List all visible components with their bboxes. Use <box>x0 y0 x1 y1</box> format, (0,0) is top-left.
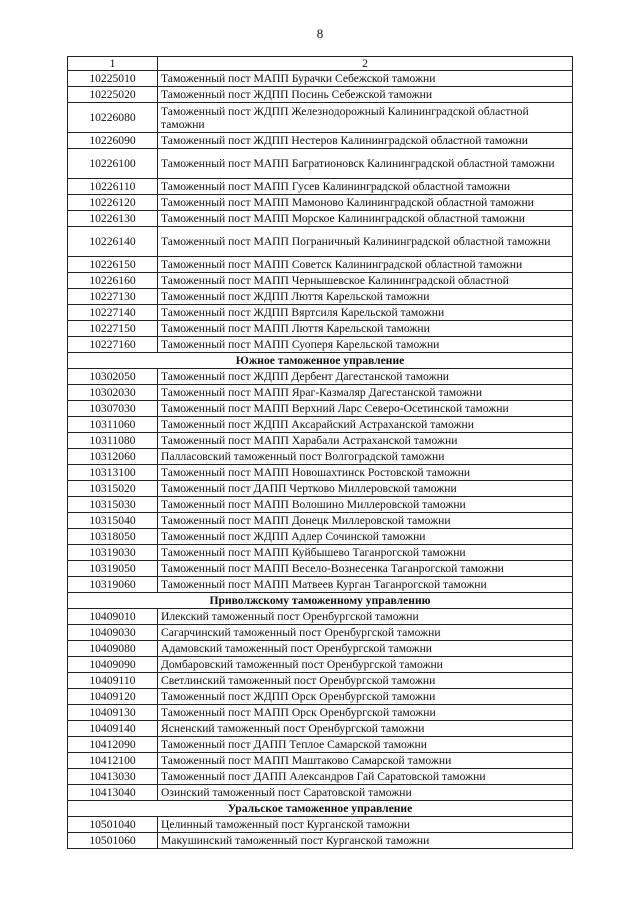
post-name: Таможенный пост МАПП Багратионовск Калининградской областной таможни <box>158 149 573 179</box>
post-name: Таможенный пост МАПП Весело-Вознесенка Таганрогской таможни <box>158 561 573 577</box>
post-code: 10319030 <box>68 545 158 561</box>
post-name: Таможенный пост МАПП Пограничный Калининградской областной таможни <box>158 227 573 257</box>
post-name: Светлинский таможенный пост Оренбургской таможни <box>158 673 573 689</box>
table-row <box>68 337 573 353</box>
post-name: Таможенный пост МАПП Верхний Ларс Северо-Осетинской таможни <box>158 401 573 417</box>
post-code: 10226160 <box>68 273 158 289</box>
post-code: 10311060 <box>68 417 158 433</box>
post-name: Таможенный пост ДАПП Чертково Миллеровской таможни <box>158 481 573 497</box>
post-code: 10226120 <box>68 195 158 211</box>
post-name: Таможенный пост ЖДПП Посинь Себежской таможни <box>158 87 573 103</box>
post-name: Озинский таможенный пост Саратовской таможни <box>158 785 573 801</box>
post-code: 10409110 <box>68 673 158 689</box>
post-name: Таможенный пост ЖДПП Орск Оренбургской таможни <box>158 689 573 705</box>
post-name: Таможенный пост ЖДПП Нестеров Калининградской областной таможни <box>158 133 573 149</box>
table-row <box>68 417 573 433</box>
table-row <box>68 609 573 625</box>
post-code: 10409090 <box>68 657 158 673</box>
post-code: 10226090 <box>68 133 158 149</box>
post-name: Таможенный пост ЖДПП Люття Карельской таможни <box>158 289 573 305</box>
post-name: Таможенный пост МАПП Волошино Миллеровской таможни <box>158 497 573 513</box>
post-code: 10225010 <box>68 71 158 87</box>
section-header-row <box>68 353 573 369</box>
table-row <box>68 721 573 737</box>
post-code: 10226140 <box>68 227 158 257</box>
table-header-row <box>68 57 573 71</box>
section-title: Приволжскому таможенному управлению <box>68 593 573 609</box>
table-row <box>68 689 573 705</box>
post-code: 10409030 <box>68 625 158 641</box>
post-name: Таможенный пост МАПП Куйбышево Таганрогской таможни <box>158 545 573 561</box>
post-name: Таможенный пост МАПП Морское Калининградской областной таможни <box>158 211 573 227</box>
table-row <box>68 149 573 179</box>
post-code: 10312060 <box>68 449 158 465</box>
table-row <box>68 753 573 769</box>
post-code: 10311080 <box>68 433 158 449</box>
post-name: Таможенный пост ЖДПП Аксарайский Астраханской таможни <box>158 417 573 433</box>
post-name: Таможенный пост МАПП Маштаково Самарской таможни <box>158 753 573 769</box>
post-code: 10409140 <box>68 721 158 737</box>
post-code: 10302050 <box>68 369 158 385</box>
table-row <box>68 465 573 481</box>
table-row <box>68 481 573 497</box>
post-code: 10409130 <box>68 705 158 721</box>
post-code: 10501060 <box>68 833 158 849</box>
post-code: 10226110 <box>68 179 158 195</box>
table-row <box>68 785 573 801</box>
table-row <box>68 673 573 689</box>
post-name: Таможенный пост МАПП Чернышевское Калининградской областной <box>158 273 573 289</box>
post-code: 10318050 <box>68 529 158 545</box>
post-name: Таможенный пост МАПП Новошахтинск Ростовской таможни <box>158 465 573 481</box>
post-name: Таможенный пост МАПП Яраг-Казмаляр Дагестанской таможни <box>158 385 573 401</box>
post-name: Целинный таможенный пост Курганской таможни <box>158 817 573 833</box>
post-name: Таможенный пост МАПП Харабали Астраханской таможни <box>158 433 573 449</box>
table-row <box>68 179 573 195</box>
table-row <box>68 195 573 211</box>
post-code: 10319050 <box>68 561 158 577</box>
customs-posts-table <box>67 56 573 849</box>
post-code: 10413040 <box>68 785 158 801</box>
post-code: 10409120 <box>68 689 158 705</box>
table-row <box>68 769 573 785</box>
post-code: 10315030 <box>68 497 158 513</box>
post-name: Таможенный пост МАПП Гусев Калининградской областной таможни <box>158 179 573 195</box>
section-header-row <box>68 593 573 609</box>
post-code: 10413030 <box>68 769 158 785</box>
section-title: Уральское таможенное управление <box>68 801 573 817</box>
post-code: 10227160 <box>68 337 158 353</box>
post-name: Таможенный пост МАПП Бурачки Себежской таможни <box>158 71 573 87</box>
section-header-row <box>68 801 573 817</box>
post-code: 10302030 <box>68 385 158 401</box>
post-name: Таможенный пост МАПП Орск Оренбургской таможни <box>158 705 573 721</box>
post-code: 10315020 <box>68 481 158 497</box>
page-number: 8 <box>316 26 324 41</box>
table-row <box>68 289 573 305</box>
post-name: Таможенный пост МАПП Матвеев Курган Таганрогской таможни <box>158 577 573 593</box>
post-name: Таможенный пост МАПП Советск Калининградской областной таможни <box>158 257 573 273</box>
table-row <box>68 87 573 103</box>
table-row <box>68 257 573 273</box>
table-row <box>68 513 573 529</box>
table-row <box>68 449 573 465</box>
table-row <box>68 529 573 545</box>
table-row <box>68 737 573 753</box>
table-row <box>68 577 573 593</box>
post-code: 10226150 <box>68 257 158 273</box>
post-code: 10227150 <box>68 321 158 337</box>
post-name: Таможенный пост ЖДПП Дербент Дагестанской таможни <box>158 369 573 385</box>
table-row <box>68 211 573 227</box>
table-row <box>68 305 573 321</box>
table-row <box>68 657 573 673</box>
post-code: 10315040 <box>68 513 158 529</box>
post-name: Таможенный пост ЖДПП Железнодорожный Калининградской областной таможни <box>158 103 573 133</box>
table-row <box>68 369 573 385</box>
table-row <box>68 497 573 513</box>
table-row <box>68 103 573 133</box>
post-name: Таможенный пост ДАПП Теплое Самарской таможни <box>158 737 573 753</box>
post-name: Ясненский таможенный пост Оренбургской таможни <box>158 721 573 737</box>
post-code: 10313100 <box>68 465 158 481</box>
table-row <box>68 385 573 401</box>
post-name: Таможенный пост МАПП Донецк Миллеровской таможни <box>158 513 573 529</box>
post-code: 10227130 <box>68 289 158 305</box>
table-row <box>68 833 573 849</box>
post-name: Макушинский таможенный пост Курганской таможни <box>158 833 573 849</box>
section-title: Южное таможенное управление <box>68 353 573 369</box>
table-row <box>68 321 573 337</box>
post-name: Таможенный пост МАПП Мамоново Калининградской областной таможни <box>158 195 573 211</box>
table-row <box>68 561 573 577</box>
table-row <box>68 401 573 417</box>
post-name: Палласовский таможенный пост Волгоградской таможни <box>158 449 573 465</box>
post-name: Таможенный пост ЖДПП Вяртсиля Карельской таможни <box>158 305 573 321</box>
table-row <box>68 433 573 449</box>
column-header-1: 1 <box>68 57 158 71</box>
table-row <box>68 625 573 641</box>
post-name: Адамовский таможенный пост Оренбургской таможни <box>158 641 573 657</box>
post-code: 10227140 <box>68 305 158 321</box>
table-row <box>68 227 573 257</box>
table-row <box>68 705 573 721</box>
post-code: 10307030 <box>68 401 158 417</box>
post-code: 10412100 <box>68 753 158 769</box>
post-code: 10319060 <box>68 577 158 593</box>
column-header-2: 2 <box>158 57 573 71</box>
table-row <box>68 545 573 561</box>
post-name: Таможенный пост ДАПП Александров Гай Саратовской таможни <box>158 769 573 785</box>
post-code: 10225020 <box>68 87 158 103</box>
table-row <box>68 817 573 833</box>
table-row <box>68 273 573 289</box>
table-row <box>68 641 573 657</box>
post-code: 10501040 <box>68 817 158 833</box>
post-code: 10226080 <box>68 103 158 133</box>
table-row <box>68 133 573 149</box>
post-name: Таможенный пост МАПП Люття Карельской таможни <box>158 321 573 337</box>
post-name: Илекский таможенный пост Оренбургской таможни <box>158 609 573 625</box>
post-code: 10409010 <box>68 609 158 625</box>
post-name: Сагарчинский таможенный пост Оренбургской таможни <box>158 625 573 641</box>
post-name: Домбаровский таможенный пост Оренбургской таможни <box>158 657 573 673</box>
post-code: 10226100 <box>68 149 158 179</box>
post-code: 10226130 <box>68 211 158 227</box>
post-name: Таможенный пост МАПП Суоперя Карельской таможни <box>158 337 573 353</box>
post-name: Таможенный пост ЖДПП Адлер Сочинской таможни <box>158 529 573 545</box>
table-row <box>68 71 573 87</box>
post-code: 10409080 <box>68 641 158 657</box>
post-code: 10412090 <box>68 737 158 753</box>
